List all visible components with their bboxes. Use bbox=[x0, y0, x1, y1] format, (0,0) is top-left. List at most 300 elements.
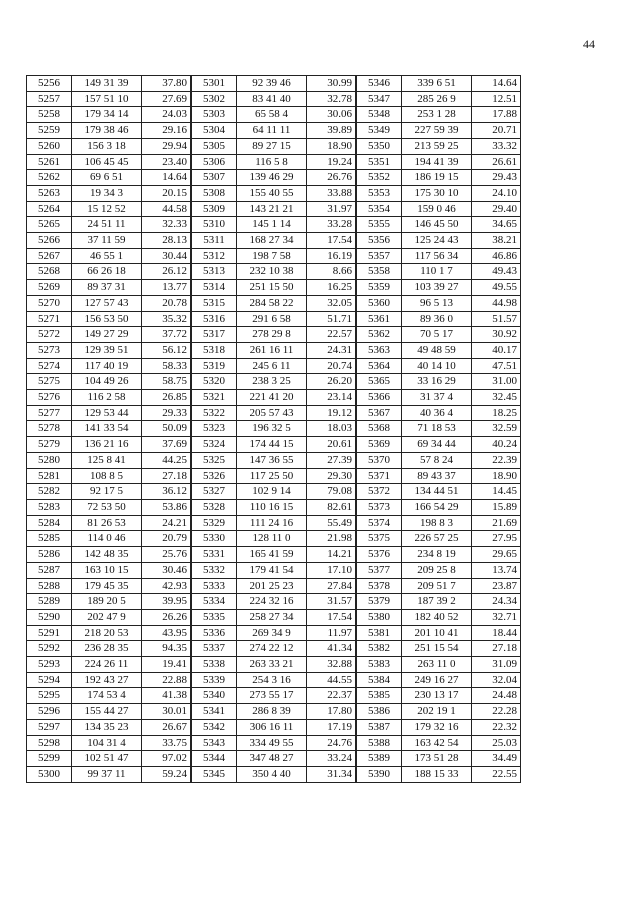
point-number-cell: 5278 bbox=[27, 421, 72, 437]
distance-value-cell: 17.19 bbox=[307, 719, 357, 735]
table-row bbox=[27, 342, 521, 358]
distance-value-cell: 27.69 bbox=[142, 91, 192, 107]
table-row bbox=[27, 374, 521, 390]
distance-value-cell: 49.43 bbox=[472, 264, 521, 280]
point-number-cell: 5344 bbox=[191, 751, 237, 767]
table-row bbox=[27, 484, 521, 500]
point-number-cell: 5293 bbox=[27, 657, 72, 673]
angle-dms-cell: 146 45 50 bbox=[402, 217, 472, 233]
distance-value-cell: 27.39 bbox=[307, 452, 357, 468]
distance-value-cell: 23.87 bbox=[472, 578, 521, 594]
table-row bbox=[27, 766, 521, 782]
angle-dms-cell: 230 13 17 bbox=[402, 688, 472, 704]
point-number-cell: 5358 bbox=[356, 264, 402, 280]
angle-dms-cell: 232 10 38 bbox=[237, 264, 307, 280]
distance-value-cell: 35.32 bbox=[142, 311, 192, 327]
data-table-body bbox=[27, 76, 521, 783]
angle-dms-cell: 213 59 25 bbox=[402, 138, 472, 154]
angle-dms-cell: 194 41 39 bbox=[402, 154, 472, 170]
point-number-cell: 5339 bbox=[191, 672, 237, 688]
point-number-cell: 5256 bbox=[27, 76, 72, 92]
point-number-cell: 5378 bbox=[356, 578, 402, 594]
distance-value-cell: 24.34 bbox=[472, 594, 521, 610]
point-number-cell: 5354 bbox=[356, 201, 402, 217]
point-number-cell: 5363 bbox=[356, 342, 402, 358]
point-number-cell: 5330 bbox=[191, 531, 237, 547]
distance-value-cell: 47.51 bbox=[472, 358, 521, 374]
angle-dms-cell: 81 26 53 bbox=[72, 515, 142, 531]
point-number-cell: 5279 bbox=[27, 437, 72, 453]
angle-dms-cell: 157 51 10 bbox=[72, 91, 142, 107]
distance-value-cell: 17.54 bbox=[307, 609, 357, 625]
distance-value-cell: 29.65 bbox=[472, 547, 521, 563]
distance-value-cell: 14.64 bbox=[142, 170, 192, 186]
point-number-cell: 5349 bbox=[356, 123, 402, 139]
distance-value-cell: 20.61 bbox=[307, 437, 357, 453]
distance-value-cell: 33.28 bbox=[307, 217, 357, 233]
distance-value-cell: 50.09 bbox=[142, 421, 192, 437]
distance-value-cell: 32.33 bbox=[142, 217, 192, 233]
angle-dms-cell: 175 30 10 bbox=[402, 185, 472, 201]
distance-value-cell: 24.03 bbox=[142, 107, 192, 123]
angle-dms-cell: 127 57 43 bbox=[72, 295, 142, 311]
table-row bbox=[27, 327, 521, 343]
distance-value-cell: 24.21 bbox=[142, 515, 192, 531]
table-row bbox=[27, 657, 521, 673]
point-number-cell: 5335 bbox=[191, 609, 237, 625]
angle-dms-cell: 149 31 39 bbox=[72, 76, 142, 92]
point-number-cell: 5282 bbox=[27, 484, 72, 500]
point-number-cell: 5373 bbox=[356, 499, 402, 515]
angle-dms-cell: 106 45 45 bbox=[72, 154, 142, 170]
point-number-cell: 5317 bbox=[191, 327, 237, 343]
distance-value-cell: 20.79 bbox=[142, 531, 192, 547]
angle-dms-cell: 33 16 29 bbox=[402, 374, 472, 390]
point-number-cell: 5361 bbox=[356, 311, 402, 327]
distance-value-cell: 34.49 bbox=[472, 751, 521, 767]
distance-value-cell: 36.12 bbox=[142, 484, 192, 500]
angle-dms-cell: 116 2 58 bbox=[72, 390, 142, 406]
distance-value-cell: 29.40 bbox=[472, 201, 521, 217]
angle-dms-cell: 166 54 29 bbox=[402, 499, 472, 515]
distance-value-cell: 18.25 bbox=[472, 405, 521, 421]
distance-value-cell: 18.90 bbox=[307, 138, 357, 154]
point-number-cell: 5260 bbox=[27, 138, 72, 154]
distance-value-cell: 31.57 bbox=[307, 594, 357, 610]
point-number-cell: 5362 bbox=[356, 327, 402, 343]
point-number-cell: 5343 bbox=[191, 735, 237, 751]
distance-value-cell: 79.08 bbox=[307, 484, 357, 500]
distance-value-cell: 26.61 bbox=[472, 154, 521, 170]
distance-value-cell: 55.49 bbox=[307, 515, 357, 531]
table-row bbox=[27, 594, 521, 610]
distance-value-cell: 17.88 bbox=[472, 107, 521, 123]
point-number-cell: 5258 bbox=[27, 107, 72, 123]
distance-value-cell: 23.40 bbox=[142, 154, 192, 170]
angle-dms-cell: 89 37 31 bbox=[72, 280, 142, 296]
distance-value-cell: 33.75 bbox=[142, 735, 192, 751]
angle-dms-cell: 114 0 46 bbox=[72, 531, 142, 547]
distance-value-cell: 18.90 bbox=[472, 468, 521, 484]
angle-dms-cell: 306 16 11 bbox=[237, 719, 307, 735]
angle-dms-cell: 104 31 4 bbox=[72, 735, 142, 751]
point-number-cell: 5346 bbox=[356, 76, 402, 92]
table-row bbox=[27, 280, 521, 296]
distance-value-cell: 22.28 bbox=[472, 704, 521, 720]
angle-dms-cell: 284 58 22 bbox=[237, 295, 307, 311]
point-number-cell: 5311 bbox=[191, 233, 237, 249]
angle-dms-cell: 189 20 5 bbox=[72, 594, 142, 610]
point-number-cell: 5356 bbox=[356, 233, 402, 249]
angle-dms-cell: 291 6 58 bbox=[237, 311, 307, 327]
point-number-cell: 5325 bbox=[191, 452, 237, 468]
angle-dms-cell: 46 55 1 bbox=[72, 248, 142, 264]
angle-dms-cell: 278 29 8 bbox=[237, 327, 307, 343]
distance-value-cell: 40.17 bbox=[472, 342, 521, 358]
distance-value-cell: 13.74 bbox=[472, 562, 521, 578]
point-number-cell: 5305 bbox=[191, 138, 237, 154]
point-number-cell: 5379 bbox=[356, 594, 402, 610]
distance-value-cell: 26.20 bbox=[307, 374, 357, 390]
angle-dms-cell: 159 0 46 bbox=[402, 201, 472, 217]
point-number-cell: 5277 bbox=[27, 405, 72, 421]
angle-dms-cell: 65 58 4 bbox=[237, 107, 307, 123]
table-row bbox=[27, 452, 521, 468]
point-number-cell: 5367 bbox=[356, 405, 402, 421]
distance-value-cell: 51.57 bbox=[472, 311, 521, 327]
point-number-cell: 5376 bbox=[356, 547, 402, 563]
distance-value-cell: 39.95 bbox=[142, 594, 192, 610]
distance-value-cell: 39.89 bbox=[307, 123, 357, 139]
angle-dms-cell: 205 57 43 bbox=[237, 405, 307, 421]
distance-value-cell: 32.78 bbox=[307, 91, 357, 107]
distance-value-cell: 42.93 bbox=[142, 578, 192, 594]
angle-dms-cell: 236 28 35 bbox=[72, 641, 142, 657]
distance-value-cell: 27.84 bbox=[307, 578, 357, 594]
angle-dms-cell: 142 48 35 bbox=[72, 547, 142, 563]
point-number-cell: 5342 bbox=[191, 719, 237, 735]
point-number-cell: 5272 bbox=[27, 327, 72, 343]
angle-dms-cell: 218 20 53 bbox=[72, 625, 142, 641]
angle-dms-cell: 139 46 29 bbox=[237, 170, 307, 186]
angle-dms-cell: 37 11 59 bbox=[72, 233, 142, 249]
point-number-cell: 5261 bbox=[27, 154, 72, 170]
point-number-cell: 5345 bbox=[191, 766, 237, 782]
angle-dms-cell: 253 1 28 bbox=[402, 107, 472, 123]
angle-dms-cell: 192 43 27 bbox=[72, 672, 142, 688]
distance-value-cell: 82.61 bbox=[307, 499, 357, 515]
point-number-cell: 5291 bbox=[27, 625, 72, 641]
table-row bbox=[27, 688, 521, 704]
distance-value-cell: 15.89 bbox=[472, 499, 521, 515]
angle-dms-cell: 117 56 34 bbox=[402, 248, 472, 264]
distance-value-cell: 58.75 bbox=[142, 374, 192, 390]
distance-value-cell: 24.10 bbox=[472, 185, 521, 201]
point-number-cell: 5350 bbox=[356, 138, 402, 154]
distance-value-cell: 94.35 bbox=[142, 641, 192, 657]
distance-value-cell: 27.95 bbox=[472, 531, 521, 547]
point-number-cell: 5285 bbox=[27, 531, 72, 547]
angle-dms-cell: 254 3 16 bbox=[237, 672, 307, 688]
distance-value-cell: 44.98 bbox=[472, 295, 521, 311]
point-number-cell: 5351 bbox=[356, 154, 402, 170]
angle-dms-cell: 273 55 17 bbox=[237, 688, 307, 704]
distance-value-cell: 32.45 bbox=[472, 390, 521, 406]
point-number-cell: 5313 bbox=[191, 264, 237, 280]
point-number-cell: 5374 bbox=[356, 515, 402, 531]
point-number-cell: 5384 bbox=[356, 672, 402, 688]
point-number-cell: 5326 bbox=[191, 468, 237, 484]
angle-dms-cell: 174 44 15 bbox=[237, 437, 307, 453]
table-row bbox=[27, 185, 521, 201]
table-row bbox=[27, 358, 521, 374]
distance-value-cell: 26.76 bbox=[307, 170, 357, 186]
distance-value-cell: 26.67 bbox=[142, 719, 192, 735]
angle-dms-cell: 15 12 52 bbox=[72, 201, 142, 217]
distance-value-cell: 22.57 bbox=[307, 327, 357, 343]
distance-value-cell: 31.00 bbox=[472, 374, 521, 390]
page-number: 44 bbox=[583, 37, 595, 51]
angle-dms-cell: 83 41 40 bbox=[237, 91, 307, 107]
angle-dms-cell: 238 3 25 bbox=[237, 374, 307, 390]
angle-dms-cell: 66 26 18 bbox=[72, 264, 142, 280]
point-number-cell: 5316 bbox=[191, 311, 237, 327]
point-number-cell: 5289 bbox=[27, 594, 72, 610]
point-number-cell: 5360 bbox=[356, 295, 402, 311]
distance-value-cell: 16.19 bbox=[307, 248, 357, 264]
point-number-cell: 5369 bbox=[356, 437, 402, 453]
table-row bbox=[27, 405, 521, 421]
point-number-cell: 5331 bbox=[191, 547, 237, 563]
angle-dms-cell: 89 27 15 bbox=[237, 138, 307, 154]
angle-dms-cell: 198 8 3 bbox=[402, 515, 472, 531]
angle-dms-cell: 102 9 14 bbox=[237, 484, 307, 500]
point-number-cell: 5288 bbox=[27, 578, 72, 594]
point-number-cell: 5304 bbox=[191, 123, 237, 139]
distance-value-cell: 20.71 bbox=[472, 123, 521, 139]
point-number-cell: 5257 bbox=[27, 91, 72, 107]
angle-dms-cell: 69 34 44 bbox=[402, 437, 472, 453]
distance-value-cell: 30.06 bbox=[307, 107, 357, 123]
angle-dms-cell: 209 51 7 bbox=[402, 578, 472, 594]
point-number-cell: 5340 bbox=[191, 688, 237, 704]
distance-value-cell: 30.92 bbox=[472, 327, 521, 343]
angle-dms-cell: 221 41 20 bbox=[237, 390, 307, 406]
point-number-cell: 5323 bbox=[191, 421, 237, 437]
point-number-cell: 5307 bbox=[191, 170, 237, 186]
distance-value-cell: 28.13 bbox=[142, 233, 192, 249]
angle-dms-cell: 274 22 12 bbox=[237, 641, 307, 657]
distance-value-cell: 21.69 bbox=[472, 515, 521, 531]
distance-value-cell: 18.03 bbox=[307, 421, 357, 437]
angle-dms-cell: 163 10 15 bbox=[72, 562, 142, 578]
angle-dms-cell: 198 7 58 bbox=[237, 248, 307, 264]
table-row bbox=[27, 625, 521, 641]
angle-dms-cell: 201 10 41 bbox=[402, 625, 472, 641]
angle-dms-cell: 110 1 7 bbox=[402, 264, 472, 280]
distance-value-cell: 26.85 bbox=[142, 390, 192, 406]
table-row bbox=[27, 217, 521, 233]
point-number-cell: 5332 bbox=[191, 562, 237, 578]
point-number-cell: 5290 bbox=[27, 609, 72, 625]
point-number-cell: 5284 bbox=[27, 515, 72, 531]
point-number-cell: 5287 bbox=[27, 562, 72, 578]
distance-value-cell: 26.26 bbox=[142, 609, 192, 625]
angle-dms-cell: 234 8 19 bbox=[402, 547, 472, 563]
angle-dms-cell: 117 25 50 bbox=[237, 468, 307, 484]
distance-value-cell: 18.44 bbox=[472, 625, 521, 641]
angle-dms-cell: 104 49 26 bbox=[72, 374, 142, 390]
distance-value-cell: 26.12 bbox=[142, 264, 192, 280]
point-number-cell: 5271 bbox=[27, 311, 72, 327]
point-number-cell: 5266 bbox=[27, 233, 72, 249]
angle-dms-cell: 71 18 53 bbox=[402, 421, 472, 437]
angle-dms-cell: 258 27 34 bbox=[237, 609, 307, 625]
distance-value-cell: 44.58 bbox=[142, 201, 192, 217]
point-number-cell: 5306 bbox=[191, 154, 237, 170]
angle-dms-cell: 202 47 9 bbox=[72, 609, 142, 625]
point-number-cell: 5294 bbox=[27, 672, 72, 688]
point-number-cell: 5366 bbox=[356, 390, 402, 406]
distance-value-cell: 58.33 bbox=[142, 358, 192, 374]
distance-value-cell: 22.55 bbox=[472, 766, 521, 782]
angle-dms-cell: 134 44 51 bbox=[402, 484, 472, 500]
distance-value-cell: 19.12 bbox=[307, 405, 357, 421]
angle-dms-cell: 347 48 27 bbox=[237, 751, 307, 767]
table-row bbox=[27, 107, 521, 123]
distance-value-cell: 25.03 bbox=[472, 735, 521, 751]
distance-value-cell: 11.97 bbox=[307, 625, 357, 641]
angle-dms-cell: 72 53 50 bbox=[72, 499, 142, 515]
point-number-cell: 5292 bbox=[27, 641, 72, 657]
angle-dms-cell: 125 8 41 bbox=[72, 452, 142, 468]
table-row bbox=[27, 311, 521, 327]
table-row bbox=[27, 751, 521, 767]
distance-value-cell: 29.94 bbox=[142, 138, 192, 154]
table-row bbox=[27, 562, 521, 578]
point-number-cell: 5310 bbox=[191, 217, 237, 233]
angle-dms-cell: 31 37 4 bbox=[402, 390, 472, 406]
angle-dms-cell: 129 53 44 bbox=[72, 405, 142, 421]
table-row bbox=[27, 170, 521, 186]
distance-value-cell: 14.21 bbox=[307, 547, 357, 563]
angle-dms-cell: 149 27 29 bbox=[72, 327, 142, 343]
point-number-cell: 5365 bbox=[356, 374, 402, 390]
table-row bbox=[27, 719, 521, 735]
angle-dms-cell: 136 21 16 bbox=[72, 437, 142, 453]
angle-dms-cell: 49 48 59 bbox=[402, 342, 472, 358]
point-number-cell: 5318 bbox=[191, 342, 237, 358]
distance-value-cell: 43.95 bbox=[142, 625, 192, 641]
angle-dms-cell: 110 16 15 bbox=[237, 499, 307, 515]
angle-dms-cell: 57 8 24 bbox=[402, 452, 472, 468]
angle-dms-cell: 245 6 11 bbox=[237, 358, 307, 374]
point-number-cell: 5275 bbox=[27, 374, 72, 390]
point-number-cell: 5383 bbox=[356, 657, 402, 673]
point-number-cell: 5320 bbox=[191, 374, 237, 390]
angle-dms-cell: 89 43 37 bbox=[402, 468, 472, 484]
table-row bbox=[27, 123, 521, 139]
angle-dms-cell: 70 5 17 bbox=[402, 327, 472, 343]
angle-dms-cell: 116 5 8 bbox=[237, 154, 307, 170]
distance-value-cell: 56.12 bbox=[142, 342, 192, 358]
point-number-cell: 5387 bbox=[356, 719, 402, 735]
point-number-cell: 5273 bbox=[27, 342, 72, 358]
point-number-cell: 5295 bbox=[27, 688, 72, 704]
table-row bbox=[27, 421, 521, 437]
point-number-cell: 5375 bbox=[356, 531, 402, 547]
point-number-cell: 5389 bbox=[356, 751, 402, 767]
distance-value-cell: 22.37 bbox=[307, 688, 357, 704]
table-row bbox=[27, 578, 521, 594]
angle-dms-cell: 179 32 16 bbox=[402, 719, 472, 735]
table-row bbox=[27, 138, 521, 154]
table-row bbox=[27, 641, 521, 657]
angle-dms-cell: 179 41 54 bbox=[237, 562, 307, 578]
table-row bbox=[27, 390, 521, 406]
point-number-cell: 5315 bbox=[191, 295, 237, 311]
table-row bbox=[27, 672, 521, 688]
point-number-cell: 5352 bbox=[356, 170, 402, 186]
point-number-cell: 5299 bbox=[27, 751, 72, 767]
point-number-cell: 5309 bbox=[191, 201, 237, 217]
point-number-cell: 5334 bbox=[191, 594, 237, 610]
distance-value-cell: 32.04 bbox=[472, 672, 521, 688]
angle-dms-cell: 117 40 19 bbox=[72, 358, 142, 374]
point-number-cell: 5386 bbox=[356, 704, 402, 720]
angle-dms-cell: 155 40 55 bbox=[237, 185, 307, 201]
angle-dms-cell: 350 4 40 bbox=[237, 766, 307, 782]
point-number-cell: 5283 bbox=[27, 499, 72, 515]
point-number-cell: 5341 bbox=[191, 704, 237, 720]
point-number-cell: 5371 bbox=[356, 468, 402, 484]
angle-dms-cell: 186 19 15 bbox=[402, 170, 472, 186]
distance-value-cell: 24.76 bbox=[307, 735, 357, 751]
distance-value-cell: 20.74 bbox=[307, 358, 357, 374]
angle-dms-cell: 187 39 2 bbox=[402, 594, 472, 610]
table-row bbox=[27, 201, 521, 217]
point-number-cell: 5324 bbox=[191, 437, 237, 453]
angle-dms-cell: 263 11 0 bbox=[402, 657, 472, 673]
angle-dms-cell: 134 35 23 bbox=[72, 719, 142, 735]
distance-value-cell: 22.32 bbox=[472, 719, 521, 735]
angle-dms-cell: 251 15 54 bbox=[402, 641, 472, 657]
distance-value-cell: 32.71 bbox=[472, 609, 521, 625]
distance-value-cell: 41.38 bbox=[142, 688, 192, 704]
table-row bbox=[27, 515, 521, 531]
distance-value-cell: 20.78 bbox=[142, 295, 192, 311]
angle-dms-cell: 64 11 11 bbox=[237, 123, 307, 139]
point-number-cell: 5333 bbox=[191, 578, 237, 594]
distance-value-cell: 33.88 bbox=[307, 185, 357, 201]
distance-value-cell: 97.02 bbox=[142, 751, 192, 767]
point-number-cell: 5314 bbox=[191, 280, 237, 296]
angle-dms-cell: 201 25 23 bbox=[237, 578, 307, 594]
point-number-cell: 5297 bbox=[27, 719, 72, 735]
table-row bbox=[27, 531, 521, 547]
angle-dms-cell: 196 32 5 bbox=[237, 421, 307, 437]
point-number-cell: 5274 bbox=[27, 358, 72, 374]
table-row bbox=[27, 547, 521, 563]
distance-value-cell: 29.30 bbox=[307, 468, 357, 484]
point-number-cell: 5368 bbox=[356, 421, 402, 437]
point-number-cell: 5301 bbox=[191, 76, 237, 92]
point-number-cell: 5329 bbox=[191, 515, 237, 531]
distance-value-cell: 17.80 bbox=[307, 704, 357, 720]
point-number-cell: 5382 bbox=[356, 641, 402, 657]
point-number-cell: 5270 bbox=[27, 295, 72, 311]
angle-dms-cell: 174 53 4 bbox=[72, 688, 142, 704]
